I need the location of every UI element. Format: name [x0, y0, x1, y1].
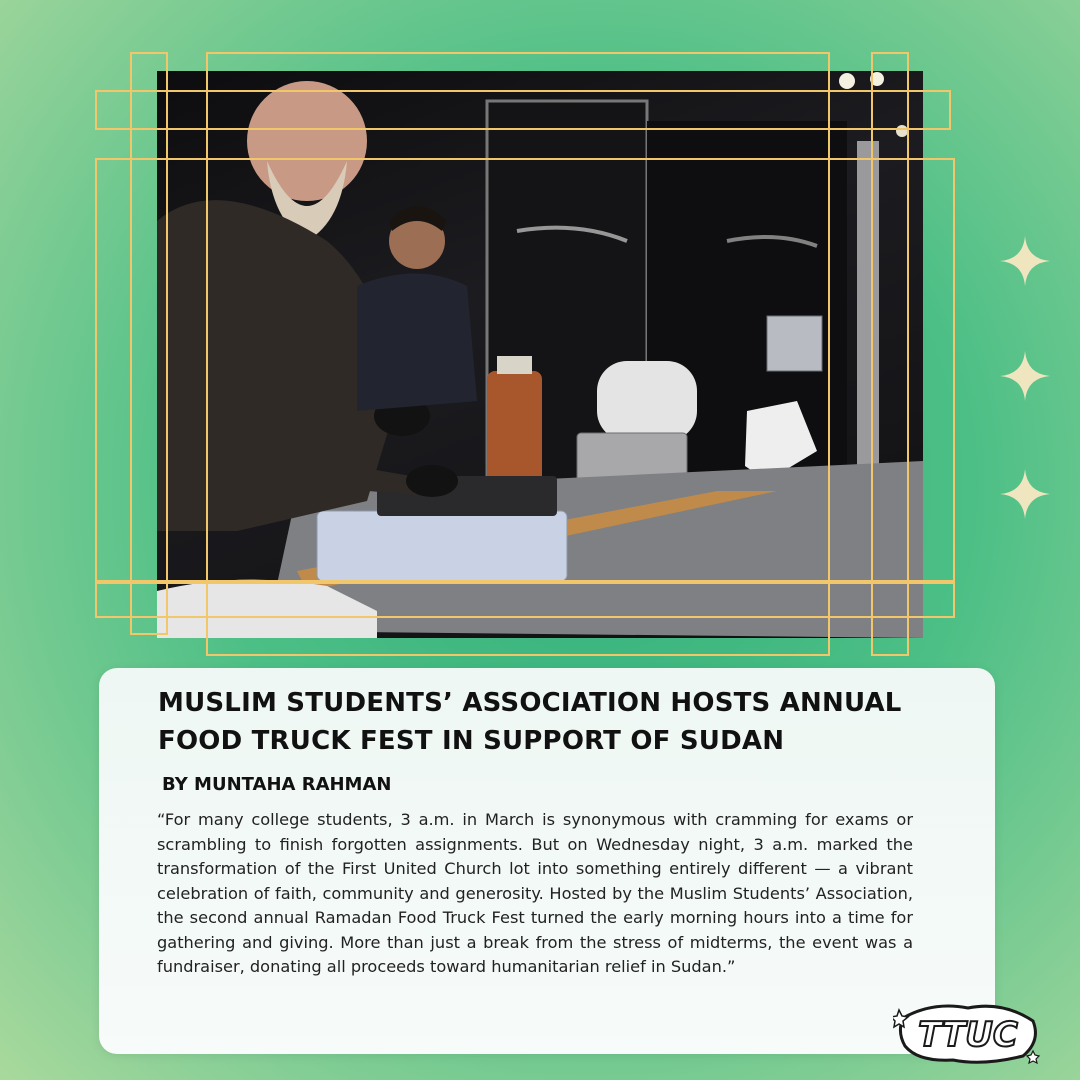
sparkle-icon	[998, 234, 1052, 288]
logo-icon	[893, 996, 1043, 1066]
article-byline: BY MUNTAHA RAHMAN	[162, 774, 392, 795]
logo-text: TTUC	[918, 1015, 1018, 1055]
article-body: “For many college students, 3 a.m. in March is synonymous with cramming for exams or scrambling to finish forgotten assignments. But on Wednesday night, 3 a.m. marked the transformation of the First United Church lot into something entirely different — a vibrant celebration of faith, community and generosity. Hosted by the Muslim Students’ Association, the second annual Ramadan Food Truck Fest turned the early morning hours into a time for gathering and giving. More than just a break from the stress of midterms, the event was a fundraiser, donating all proceeds toward humanitarian relief in Sudan.”	[157, 810, 913, 976]
photo-icon	[157, 71, 923, 638]
article-headline: MUSLIM STUDENTS’ ASSOCIATION HOSTS ANNUAL FOOD TRUCK FEST IN SUPPORT OF SUDAN	[158, 688, 902, 756]
sparkle-icon	[998, 467, 1052, 521]
sparkle-icon	[998, 349, 1052, 403]
article-photo	[157, 71, 923, 638]
